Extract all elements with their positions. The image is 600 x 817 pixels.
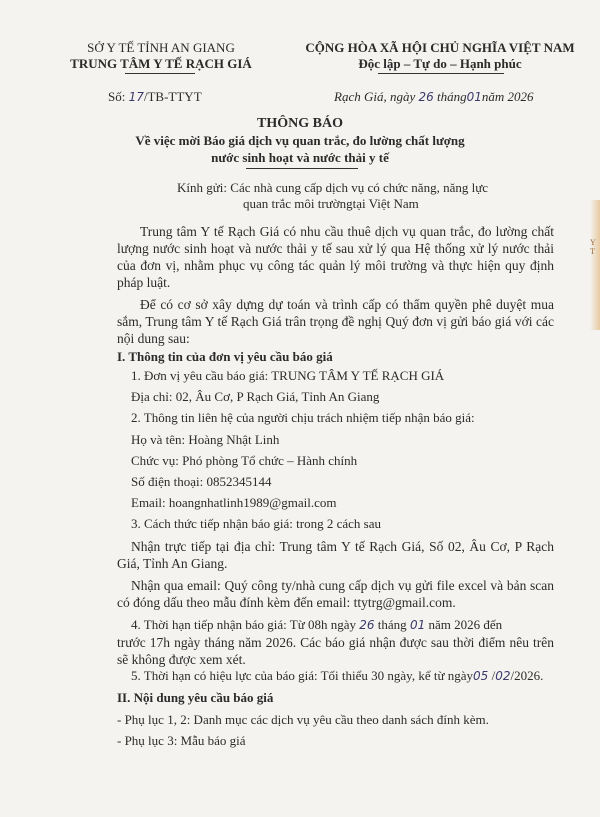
contact-phone: Số điện thoại: 0852345144: [131, 474, 272, 489]
document-number: [108, 89, 202, 105]
section2-title: II. Nội dung yêu cầu báo giá: [117, 690, 274, 705]
receipt-email: Nhận qua email: Quý công ty/nhà cung cấp dịch vụ gửi file excel và bản scan có đóng dấu theo mẫu đính kèm đến email: ttytrg@gmail.com.: [117, 578, 554, 610]
stamp-edge-text: Y T: [590, 238, 596, 256]
date-year: năm 2026: [481, 89, 534, 104]
section1-title: I. Thông tin của đơn vị yêu cầu báo giá: [117, 349, 333, 364]
recipient-line2: quan trắc môi trườngtại Việt Nam: [243, 196, 419, 211]
nation-title: CỘNG HÒA XÃ HỘI CHỦ NGHĨA VIỆT NAM: [305, 40, 575, 55]
contact-position: Chức vụ: Phó phòng Tổ chức – Hành chính: [131, 453, 358, 468]
recipient-line1: Kính gửi: Các nhà cung cấp dịch vụ có chức năng, năng lực: [177, 180, 489, 195]
deadline-month-handwritten: 01: [409, 618, 426, 632]
deadline-day-handwritten: 26: [359, 618, 375, 632]
nation-motto: Độc lập – Tự do – Hạnh phúc: [358, 56, 522, 71]
validity-text: 5. Thời hạn có hiệu lực của báo giá: Tối thiểu 30 ngày, kể từ ngày: [131, 668, 474, 683]
deadline-line1: [131, 617, 502, 633]
contact-name: Họ và tên: Hoàng Nhật Linh: [131, 432, 280, 447]
stamp-edge-fragment: [590, 200, 600, 330]
number-handwritten: 17: [128, 90, 144, 104]
appendix-3: - Phụ lục 3: Mẫu báo giá: [117, 733, 246, 748]
date-month-handwritten: 01: [466, 90, 482, 104]
number-suffix: /TB-TTYT: [143, 89, 202, 104]
title-underline: [246, 168, 358, 169]
validity-year: /2026.: [510, 668, 544, 683]
receipt-direct: Nhận trực tiếp tại địa chỉ: Trung tâm Y tế Rạch Giá, Số 02, Âu Cơ, P Rạch Giá, Tỉnh An Giang.: [117, 539, 554, 571]
deadline-line2: trước 17h ngày tháng năm 2026. Các báo giá nhận được sau thời điểm nêu trên sẽ không được xem xét.: [117, 635, 554, 667]
date-day-handwritten: 26: [418, 90, 434, 104]
intro-paragraph: Trung tâm Y tế Rạch Giá có nhu cầu thuê dịch vụ quan trắc, đo lường chất lượng nước sinh hoạt và nước thải y tế sau xử lý qua Hệ thống xử lý nước thải của đơn vị, nhằm phục vụ công tác quản lý môi trường và thực hiện quy định pháp luật.: [117, 224, 554, 290]
unit-address: Địa chỉ: 02, Âu Cơ, P Rạch Giá, Tỉnh An Giang: [131, 389, 380, 404]
appendix-1-2: - Phụ lục 1, 2: Danh mục các dịch vụ yêu cầu theo danh sách đính kèm.: [117, 712, 489, 727]
notice-subject-line2: nước sinh hoạt và nước thải y tế: [211, 150, 389, 165]
contact-heading: 2. Thông tin liên hệ của người chịu trách nhiệm tiếp nhận báo giá:: [131, 410, 475, 425]
agency-name: TRUNG TÂM Y TẾ RẠCH GIÁ: [70, 56, 252, 71]
notice-subject-line1: Về việc mời Báo giá dịch vụ quan trắc, đo lường chất lượng: [135, 133, 465, 148]
receipt-methods: 3. Cách thức tiếp nhận báo giá: trong 2 cách sau: [131, 516, 381, 531]
contact-email: Email: hoangnhatlinh1989@gmail.com: [131, 495, 337, 510]
requesting-unit: 1. Đơn vị yêu cầu báo giá: TRUNG TÂM Y TẾ RẠCH GIÁ: [131, 368, 445, 383]
issue-date: [334, 89, 534, 105]
deadline-text-c: năm 2026 đến: [428, 617, 503, 632]
validity-month-handwritten: 02: [495, 669, 511, 683]
deadline-text-b: tháng: [377, 617, 407, 632]
validity-day-handwritten: 05: [473, 669, 489, 683]
validity-period: 5. Thời hạn có hiệu lực của báo giá: Tối thiểu 30 ngày, kể từ ngày05 /02/2026.: [131, 668, 544, 683]
motto-underline: [378, 73, 504, 74]
deadline-text-a: 4. Thời hạn tiếp nhận báo giá: Từ 08h ngày: [131, 617, 357, 632]
date-month-label: tháng: [437, 89, 467, 104]
notice-title: THÔNG BÁO: [257, 116, 343, 131]
agency-parent: SỞ Y TẾ TỈNH AN GIANG: [87, 40, 235, 55]
number-prefix: Số:: [108, 89, 126, 104]
date-prefix: Rạch Giá, ngày: [334, 89, 416, 104]
purpose-paragraph: Để có cơ sở xây dựng dự toán và trình cấp có thẩm quyền phê duyệt mua sắm, Trung tâm Y tế Rạch Giá trân trọng đề nghị Quý đơn vị gửi báo giá với các nội dung sau:: [117, 297, 554, 346]
agency-underline: [125, 73, 195, 74]
